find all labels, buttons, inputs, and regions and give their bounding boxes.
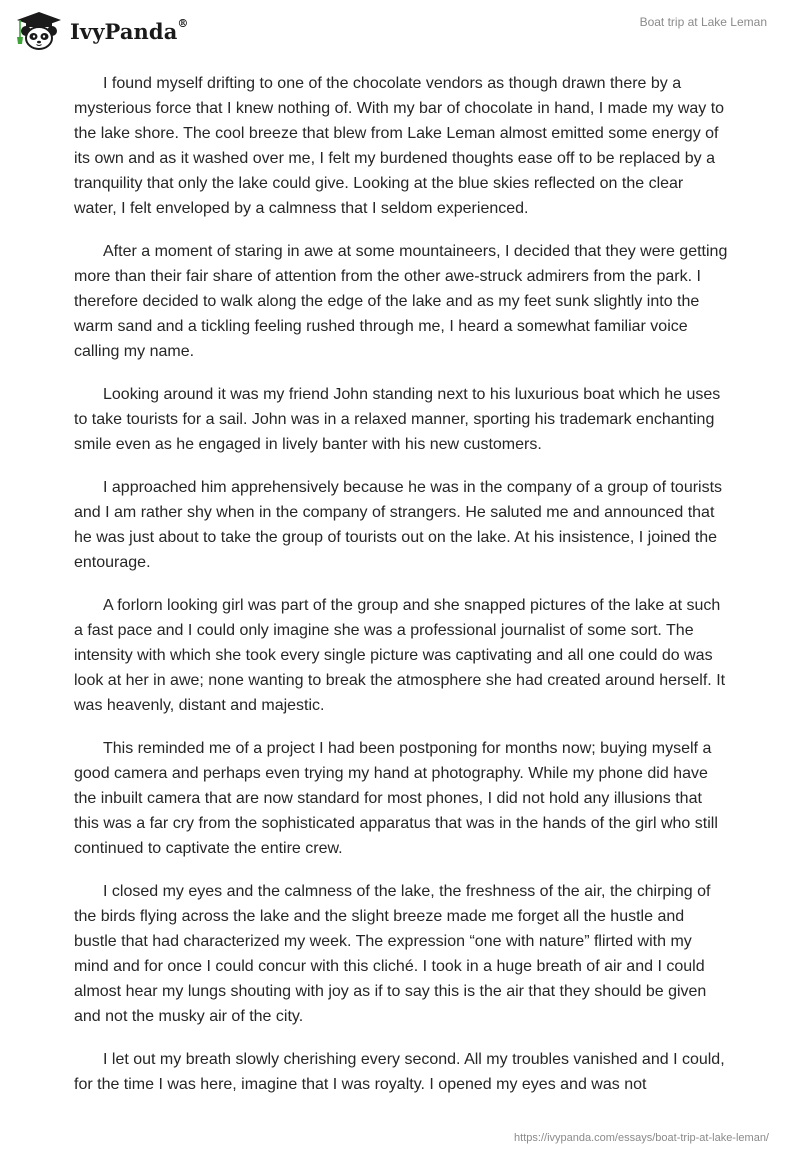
brand-name [70, 16, 189, 44]
paragraph: I closed my eyes and the calmness of the lake, the freshness of the air, the chirping of the birds flying across the lake and the slight breeze made me forget all the hustle and bustle that had characterized my week. The expression “one with nature” flirted with my mind and for once I could concur with this cliché. I took in a huge breath of air and I could almost hear my lungs shouting with joy as if to say this is the air that they should be given and not the musky air of the city. [74, 883, 711, 1025]
paragraph: After a moment of staring in awe at some mountaineers, I decided that they were getting more than their fair share of attention from the other awe-struck admirers from the park. I therefore decided to walk along the edge of the lake and as my feet sunk slightly into the warm sand and a tickling feeling rushed through me, I heard a somewhat familiar voice calling my name. [74, 243, 728, 360]
paragraph: This reminded me of a project I had been postponing for months now; buying myself a good camera and perhaps even trying my hand at photography. While my phone did have the inbuilt camera that are now standard for most phones, I did not hold any illusions that this was a far cry from the sophisticated apparatus that was in the hands of the girl who still continued to captivate the entire crew. [74, 740, 718, 857]
registered-mark: ® [177, 16, 189, 30]
paragraph: I found myself drifting to one of the chocolate vendors as though drawn there by a mysterious force that I knew nothing of. With my bar of chocolate in hand, I made my way to the lake shore. The cool breeze that blew from Lake Leman almost emitted some energy of its own and as it washed over me, I felt my burdened thoughts ease off to be replaced by a tranquility that only the lake could give. Looking at the blue skies reflected on the clear water, I felt enveloped by a calmness that I seldom experienced. [74, 75, 725, 217]
essay-body [74, 71, 730, 1115]
paragraph: A forlorn looking girl was part of the group and she snapped pictures of the lake at such a fast pace and I could only imagine she was a professional journalist of some sort. The intensity with which she took every single picture was captivating and all one could do was look at her in awe; none wanting to break the atmosphere she had created around herself. It was heavenly, distant and majestic. [74, 597, 726, 714]
ivypanda-logo[interactable] [14, 10, 189, 52]
paragraph: I let out my breath slowly cherishing every second. All my troubles vanished and I could, for the time I was here, imagine that I was royalty. I opened my eyes and was not [74, 1051, 725, 1093]
brand-text: IvyPanda [70, 18, 178, 44]
panda-graduate-logo-icon [14, 11, 64, 51]
page-header [0, 0, 800, 60]
paragraph: Looking around it was my friend John standing next to his luxurious boat which he uses to take tourists for a sail. John was in a relaxed manner, sporting his trademark enchanting smile even as he engaged in lively banter with his new customers. [74, 386, 721, 453]
document-title: Boat trip at Lake Leman [639, 15, 767, 29]
source-url[interactable]: https://ivypanda.com/essays/boat-trip-at-lake-leman/ [514, 1132, 769, 1144]
paragraph: I approached him apprehensively because he was in the company of a group of tourists and I am rather shy when in the company of strangers. He saluted me and announced that he was just about to take the group of tourists out on the lake. At his insistence, I joined the entourage. [74, 479, 723, 571]
